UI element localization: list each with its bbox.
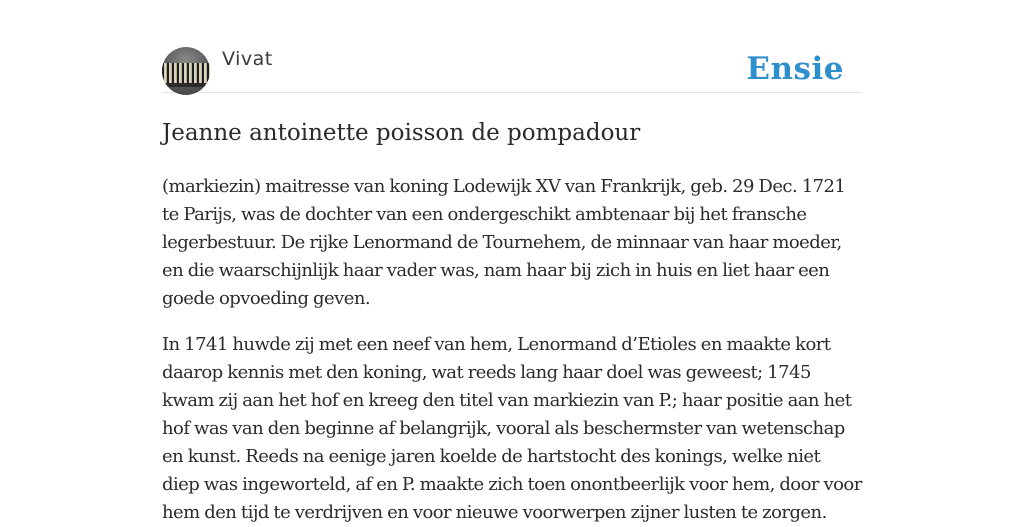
header xyxy=(162,0,862,93)
author-avatar[interactable] xyxy=(162,47,210,95)
bookshelf-image xyxy=(162,63,210,83)
article-paragraph-2: In 1741 huwde zij met een neef van hem, Lenormand d’Etioles en maakte kort daarop kennis met den koning, wat reeds lang haar doel was geweest; 1745 kwam zij aan het hof en kreeg den titel van markiezin van P.; haar positie aan het hof was van den beginne af belangrijk, vooral als beschermster van wetenschap en kunst. Reeds na eenige jaren koelde de hartstocht des konings, welke niet diep was ingeworteld, af en P. maakte zich toen onontbeerlijk voor hem, door voor hem den tijd te verdrijven en voor nieuwe voorwerpen zijner lusten te zorgen. xyxy=(162,334,862,523)
author-name[interactable]: Vivat xyxy=(222,48,273,70)
article-paragraph-1: (markiezin) maitresse van koning Lodewijk XV van Frankrijk, geb. 29 Dec. 1721 te Parijs, was de dochter van een ondergeschikt ambtenaar bij het fransche legerbestuur. De rijke Lenormand de Tournehem, de minnaar van haar moeder, en die waarschijnlijk haar vader was, nam haar bij zich in huis en liet haar een goede opvoeding geven. xyxy=(162,176,846,309)
site-logo[interactable]: Ensie xyxy=(746,51,844,87)
page-container xyxy=(162,0,862,527)
shelf-edge xyxy=(162,83,210,87)
article-title: Jeanne antoinette poisson de pompadour xyxy=(162,120,641,146)
